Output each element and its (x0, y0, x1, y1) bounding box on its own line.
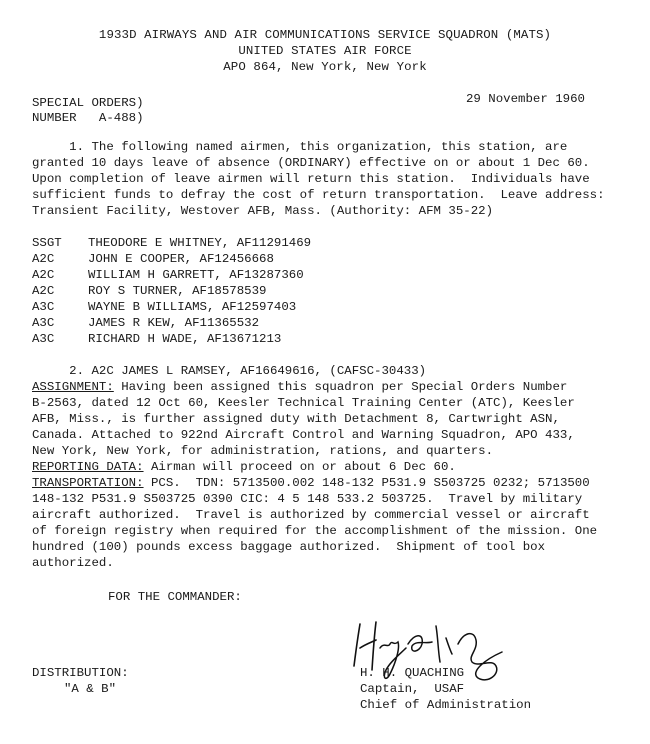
reporting-label: REPORTING DATA: (32, 460, 144, 474)
para1-line: Transient Facility, Westover AFB, Mass. (Authority: AFM 35-22) (32, 204, 494, 218)
orders-label: SPECIAL ORDERS) (32, 96, 144, 110)
transport-line (32, 476, 590, 490)
transport-line: of foreign registry when required for the accomplishment of the mission. One (32, 524, 598, 538)
assignment-line: New York, New York, for administration, rations, and quarters. (32, 444, 494, 458)
assignment-text: Having been assigned this squadron per Special Orders Number (113, 380, 568, 394)
for-commander: FOR THE COMMANDER: (108, 590, 242, 604)
transport-label: TRANSPORTATION: (32, 476, 144, 490)
airman-rank: A2C (32, 284, 55, 298)
para1-line: granted 10 days leave of absence (ORDINARY) effective on or about 1 Dec 60. (32, 156, 590, 170)
assignment-line (32, 380, 567, 394)
para1-line: 1. The following named airmen, this organization, this station, are (32, 140, 568, 154)
airman-rank: A3C (32, 300, 55, 314)
header-unit: 1933D AIRWAYS AND AIR COMMUNICATIONS SERVICE SQUADRON (MATS) (98, 28, 552, 42)
airman-name: ROY S TURNER, AF18578539 (88, 284, 267, 298)
airman-name: RICHARD H WADE, AF13671213 (88, 332, 282, 346)
airman-name: WAYNE B WILLIAMS, AF12597403 (88, 300, 297, 314)
signer-name: H. H. QUACHING (360, 666, 465, 680)
airman-name: WILLIAM H GARRETT, AF13287360 (88, 268, 304, 282)
transport-line: aircraft authorized. Travel is authorized by commercial vessel or aircraft (32, 508, 590, 522)
airman-rank: A3C (32, 332, 55, 346)
signer-title: Chief of Administration (360, 698, 532, 712)
para1-line: sufficient funds to defray the cost of return transportation. Leave address: (32, 188, 605, 202)
airman-name: JAMES R KEW, AF11365532 (88, 316, 260, 330)
reporting-text: Airman will proceed on or about 6 Dec 60. (143, 460, 456, 474)
airman-rank: A2C (32, 268, 55, 282)
airman-rank: SSGT (32, 236, 62, 250)
airman-rank: A3C (32, 316, 55, 330)
signer-rank: Captain, USAF (360, 682, 465, 696)
assignment-line: B-2563, dated 12 Oct 60, Keesler Technical Training Center (ATC), Keesler (32, 396, 575, 410)
distribution-value: "A & B" (64, 682, 117, 696)
para2-intro: 2. A2C JAMES L RAMSEY, AF16649616, (CAFSC-30433) (32, 364, 427, 378)
airman-name: THEODORE E WHITNEY, AF11291469 (88, 236, 312, 250)
reporting-line (32, 460, 456, 474)
orders-date: 29 November 1960 (466, 92, 585, 106)
orders-number: NUMBER A-488) (32, 111, 144, 125)
transport-line: 148-132 P531.9 S503725 0390 CIC: 4 5 148 533.2 503725. Travel by military (32, 492, 583, 506)
airman-name: JOHN E COOPER, AF12456668 (88, 252, 274, 266)
transport-text: PCS. TDN: 5713500.002 148-132 P531.9 S503725 0232; 5713500 (143, 476, 590, 490)
transport-line: hundred (100) pounds excess baggage authorized. Shipment of tool box (32, 540, 546, 554)
transport-line: authorized. (32, 556, 114, 570)
distribution-label: DISTRIBUTION: (32, 666, 129, 680)
assignment-label: ASSIGNMENT: (32, 380, 114, 394)
assignment-line: AFB, Miss., is further assigned duty with Detachment 8, Cartwright ASN, (32, 412, 560, 426)
header-address: APO 864, New York, New York (223, 60, 427, 74)
assignment-line: Canada. Attached to 922nd Aircraft Control and Warning Squadron, APO 433, (32, 428, 575, 442)
header-service: UNITED STATES AIR FORCE (238, 44, 412, 58)
para1-line: Upon completion of leave airmen will return this station. Individuals have (32, 172, 590, 186)
airman-rank: A2C (32, 252, 55, 266)
